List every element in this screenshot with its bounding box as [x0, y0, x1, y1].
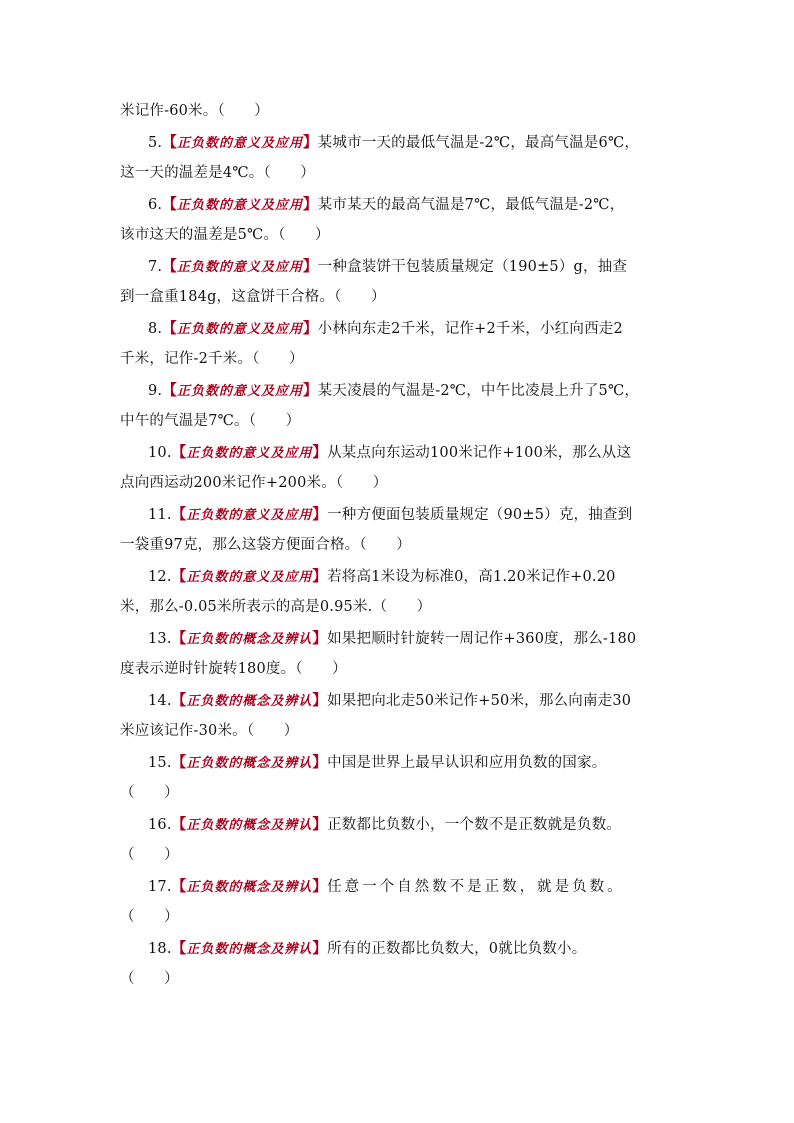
question-number: 11. [148, 507, 172, 523]
question-number: 18. [148, 941, 172, 957]
question-text: 一袋重97克，那么这袋方便面合格。（ ） [120, 537, 411, 553]
question-number: 15. [148, 755, 172, 771]
question-number: 5. [148, 135, 163, 151]
question-14: 14.【正负数的概念及辨认】如果把向北走50米记作+50米，那么向南走30 米应该记作-30米。（ ） [120, 692, 632, 739]
answer-blank: （ ） [120, 785, 179, 801]
question-5: 5.【正负数的意义及应用】某城市一天的最低气温是-2℃，最高气温是6℃， 这一天的温差是4℃。（ ） [120, 134, 640, 181]
question-text: 某市某天的最高气温是7℃，最低气温是-2℃， [317, 197, 625, 213]
question-number: 17. [148, 879, 172, 895]
question-tag: 正负数的概念及辨认 [186, 818, 313, 833]
question-6: 6.【正负数的意义及应用】某市某天的最高气温是7℃，最低气温是-2℃， 该市这天的温差是5℃。（ ） [120, 196, 625, 243]
question-text: 度表示逆时针旋转180度。（ ） [120, 661, 347, 677]
question-number: 12. [148, 569, 172, 585]
answer-blank: （ ） [120, 847, 179, 863]
question-text: 米应该记作-30米。（ ） [120, 723, 299, 739]
question-text: 千米，记作-2千米。（ ） [120, 351, 304, 367]
question-text: 如果把顺时针旋转一周记作+360度，那么-180 [327, 631, 637, 647]
question-tag: 正负数的意义及应用 [176, 322, 303, 337]
question-8: 8.【正负数的意义及应用】小林向东走2千米，记作+2千米，小红向西走2 千米，记作-2千米。（ ） [120, 320, 623, 367]
question-text: 若将高1米设为标准0，高1.20米记作+0.20 [327, 569, 616, 585]
question-tag: 正负数的概念及辨认 [186, 632, 313, 647]
question-text: 小林向东走2千米，记作+2千米，小红向西走2 [317, 321, 623, 337]
question-text: 到一盒重184g，这盒饼干合格。（ ） [120, 289, 386, 305]
question-15: 15.【正负数的概念及辨认】中国是世界上最早认识和应用负数的国家。 （ ） [120, 754, 607, 801]
question-text: 一种盒装饼干包装质量规定（190±5）g，抽查 [317, 259, 628, 275]
question-tag: 正负数的概念及辨认 [186, 756, 313, 771]
question-tag: 正负数的意义及应用 [186, 446, 313, 461]
answer-blank: （ ） [120, 971, 179, 987]
question-number: 8. [148, 321, 163, 337]
question-text: 点向西运动200米记作+200米。（ ） [120, 475, 388, 491]
question-18: 18.【正负数的概念及辨认】所有的正数都比负数大，0就比负数小。 （ ） [120, 940, 587, 987]
question-16: 16.【正负数的概念及辨认】正数都比负数小，一个数不是正数就是负数。 （ ） [120, 816, 622, 863]
question-13: 13.【正负数的概念及辨认】如果把顺时针旋转一周记作+360度，那么-180 度表示逆时针旋转180度。（ ） [120, 630, 637, 677]
question-tag: 正负数的概念及辨认 [186, 942, 313, 957]
question-text: 所有的正数都比负数大，0就比负数小。 [327, 941, 587, 957]
question-number: 14. [148, 693, 172, 709]
answer-blank: （ ） [120, 909, 179, 925]
question-number: 13. [148, 631, 172, 647]
question-continuation: 米记作-60米。（ ） [120, 103, 269, 119]
question-text: 任意一个自然数不是正数，就是负数。 [327, 879, 625, 895]
question-text: 一种方便面包装质量规定（90±5）克，抽查到 [327, 507, 633, 523]
question-number: 10. [148, 445, 172, 461]
question-text: 中国是世界上最早认识和应用负数的国家。 [327, 755, 607, 771]
question-text: 中午的气温是7℃。（ ） [120, 413, 301, 429]
question-tag: 正负数的概念及辨认 [186, 880, 313, 895]
question-text: 米，那么-0.05米所表示的高是0.95米.（ ） [120, 599, 432, 615]
question-tag: 正负数的意义及应用 [186, 570, 313, 585]
question-number: 16. [148, 817, 172, 833]
question-11: 11.【正负数的意义及应用】一种方便面包装质量规定（90±5）克，抽查到 一袋重97克，那么这袋方便面合格。（ ） [120, 506, 633, 553]
question-number: 7. [148, 259, 163, 275]
question-7: 7.【正负数的意义及应用】一种盒装饼干包装质量规定（190±5）g，抽查 到一盒重184g，这盒饼干合格。（ ） [120, 258, 628, 305]
question-text: 从某点向东运动100米记作+100米，那么从这 [327, 445, 632, 461]
question-number: 9. [148, 383, 163, 399]
question-tag: 正负数的意义及应用 [186, 508, 313, 523]
question-list [120, 96, 680, 995]
question-tag: 正负数的意义及应用 [176, 260, 303, 275]
question-text: 该市这天的温差是5℃。（ ） [120, 227, 330, 243]
question-text: 如果把向北走50米记作+50米，那么向南走30 [327, 693, 632, 709]
question-tag: 正负数的意义及应用 [176, 136, 303, 151]
question-text: 某天凌晨的气温是-2℃，中午比凌晨上升了5℃， [317, 383, 640, 399]
question-text: 某城市一天的最低气温是-2℃，最高气温是6℃， [317, 135, 640, 151]
question-17: 17.【正负数的概念及辨认】任意一个自然数不是正数，就是负数。 （ ） [120, 878, 625, 925]
question-tag: 正负数的意义及应用 [176, 198, 303, 213]
question-10: 10.【正负数的意义及应用】从某点向东运动100米记作+100米，那么从这 点向西运动200米记作+200米。（ ） [120, 444, 632, 491]
question-tag: 正负数的概念及辨认 [186, 694, 313, 709]
question-12: 12.【正负数的意义及应用】若将高1米设为标准0，高1.20米记作+0.20 米，那么-0.05米所表示的高是0.95米.（ ） [120, 568, 616, 615]
question-9: 9.【正负数的意义及应用】某天凌晨的气温是-2℃，中午比凌晨上升了5℃， 中午的气温是7℃。（ ） [120, 382, 640, 429]
question-text: 这一天的温差是4℃。（ ） [120, 165, 315, 181]
question-text: 正数都比负数小，一个数不是正数就是负数。 [327, 817, 622, 833]
question-number: 6. [148, 197, 163, 213]
question-tag: 正负数的意义及应用 [176, 384, 303, 399]
